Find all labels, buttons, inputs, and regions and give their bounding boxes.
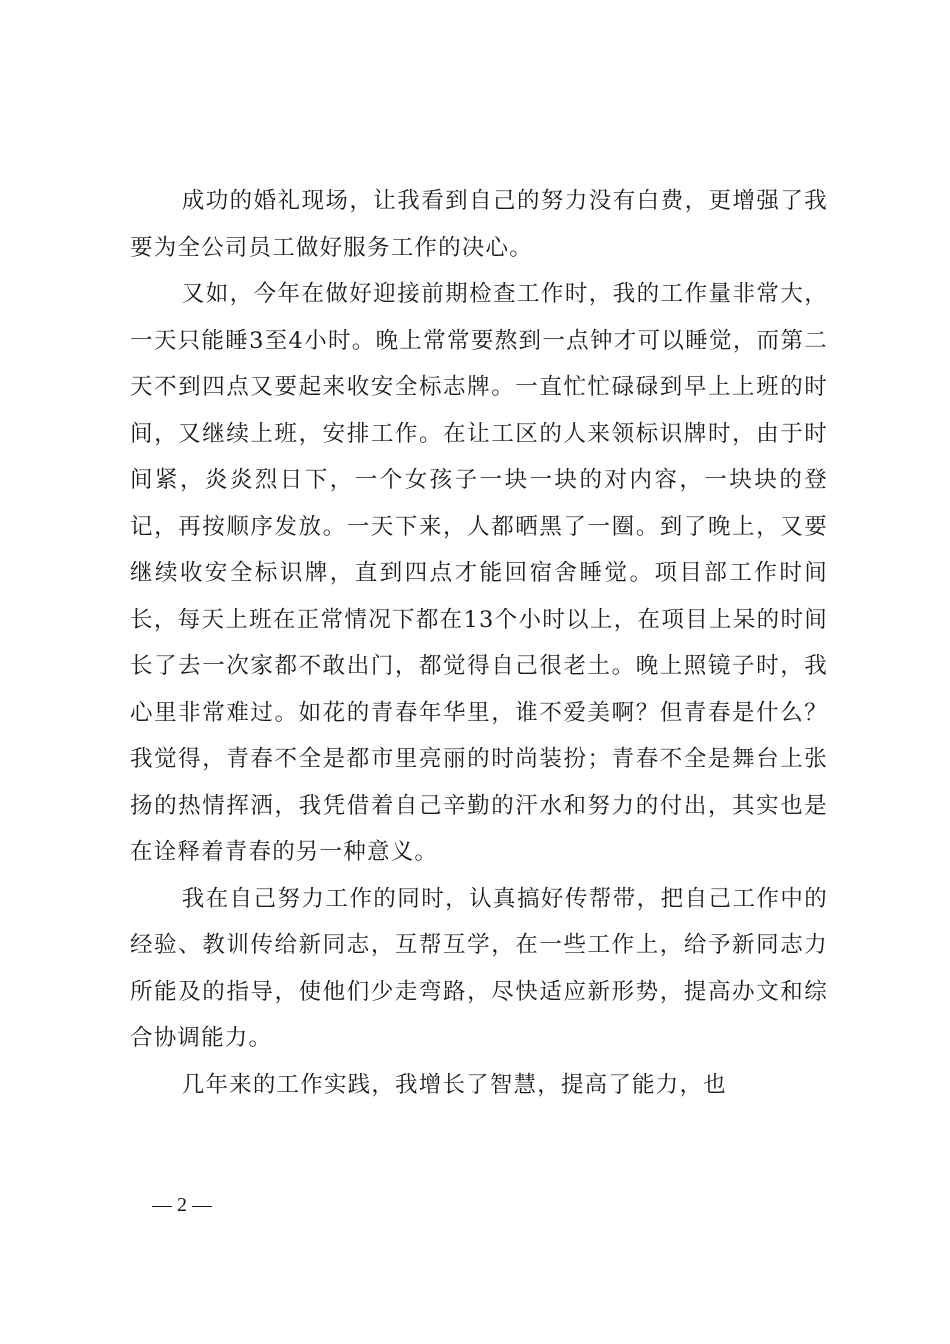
- paragraph: 我在自己努力工作的同时，认真搞好传帮带，把自己工作中的经验、教训传给新同志，互帮互学，在一些工作上，给予新同志力所能及的指导，使他们少走弯路，尽快适应新形势，提高办文和综合协调能力。: [130, 885, 828, 1051]
- body-text: [130, 178, 828, 1108]
- paragraph: 几年来的工作实践，我增长了智慧，提高了能力，也: [181, 1071, 727, 1098]
- paragraph: 成功的婚礼现场，让我看到自己的努力没有白费，更增强了我要为全公司员工做好服务工作的决心。: [130, 188, 828, 261]
- paragraph: 又如，今年在做好迎接前期检查工作时，我的工作量非常大，一天只能睡3至4小时。晚上常常要熬到一点钟才可以睡觉，而第二天不到四点又要起来收安全标志牌。一直忙忙碌碌到早上上班的时间，又继续上班，安排工作。在让工区的人来领标识牌时，由于时间紧，炎炎烈日下，一个女孩子一块一块的对内容，一块块的登记，再按顺序发放。一天下来，人都晒黑了一圈。到了晚上，又要继续收安全标识牌，直到四点才能回宿舍睡觉。项目部工作时间长，每天上班在正常情况下都在13个小时以上，在项目上呆的时间长了去一次家都不敢出门，都觉得自己很老土。晚上照镜子时，我心里非常难过。如花的青春年华里，谁不爱美啊？但青春是什么？我觉得，青春不全是都市里亮丽的时尚装扮；青春不全是舞台上张扬的热情挥洒，我凭借着自己辛勤的汗水和努力的付出，其实也是在诠释着青春的另一种意义。: [130, 281, 828, 865]
- page-number: — 2 —: [152, 1194, 212, 1216]
